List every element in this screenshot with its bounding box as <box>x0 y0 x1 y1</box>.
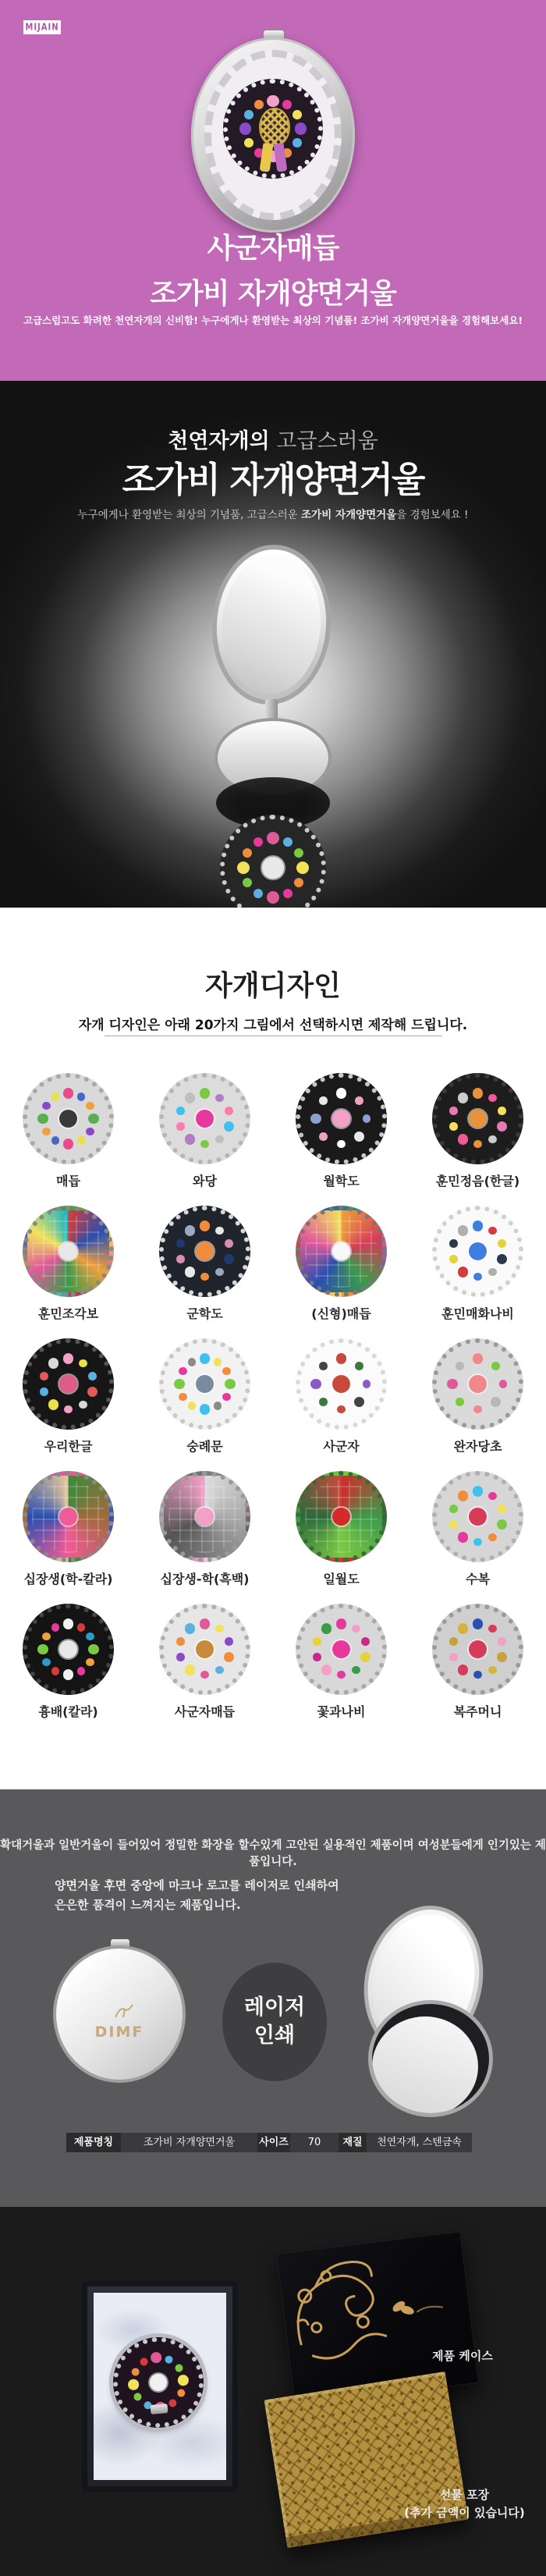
design-grid <box>0 1073 546 1719</box>
design-section-title: 자개디자인 <box>205 970 341 1002</box>
wrap-caption: 선물 포장 (추가 금액이 있습니다) <box>404 2488 525 2520</box>
design-label: 우리한글 <box>44 1439 93 1454</box>
black-hero-section <box>0 381 546 908</box>
product-title-line2: 조가비 자개양면거울 <box>150 278 396 310</box>
design-label: 매듭 <box>56 1174 80 1189</box>
hero-title: 조가비 자개양면거울 <box>122 459 424 500</box>
design-label: 훈민매화나비 <box>441 1306 514 1321</box>
design-option <box>273 1604 410 1719</box>
spec-label-name: 제품명칭 <box>66 2133 121 2152</box>
brand-logo <box>23 20 61 34</box>
packaging-section <box>0 2207 546 2576</box>
design-thumbnail <box>432 1338 523 1430</box>
design-option <box>136 1604 273 1719</box>
design-thumbnail <box>23 1604 114 1695</box>
spec-value-material: 천연자개, 스텐금속 <box>367 2133 472 2152</box>
design-thumbnail <box>159 1073 250 1164</box>
hero-eyebrow-light: 고급스러움 <box>269 429 378 453</box>
design-label: 훈민조각보 <box>37 1306 99 1321</box>
gold-scroll-ornament <box>276 2231 479 2406</box>
design-label: 흉배(칼라) <box>38 1704 98 1719</box>
design-thumbnail <box>23 1471 114 1562</box>
design-option <box>410 1073 546 1189</box>
design-label: 훈민정음(한글) <box>435 1174 520 1189</box>
design-option <box>273 1471 410 1586</box>
design-option <box>410 1338 546 1454</box>
spec-value-size: 70 <box>290 2133 339 2152</box>
purple-hero-section <box>0 0 546 381</box>
hero-eyebrow <box>0 424 546 454</box>
design-label: 와당 <box>193 1174 217 1189</box>
design-label: 군학도 <box>186 1306 223 1321</box>
design-label: 십장생-학(흑백) <box>160 1572 250 1586</box>
design-section-subtitle: 자개 디자인은 아래 20가지 그림에서 선택하시면 제작해 드립니다. <box>78 1018 468 1033</box>
design-thumbnail <box>296 1073 387 1164</box>
design-label: (신형)매듭 <box>311 1306 371 1321</box>
open-mirror-lid <box>207 541 336 709</box>
laser-text-line2: 은은한 품격이 느껴지는 제품입니다. <box>55 1898 241 1912</box>
case-caption: 제품 케이스 <box>432 2349 493 2363</box>
product-mirror-image <box>191 30 355 234</box>
laser-print-badge: 레이저 인쇄 <box>222 1963 327 2081</box>
engraving-logo: DIMF <box>94 2023 144 2041</box>
design-option <box>273 1338 410 1454</box>
design-thumbnail <box>23 1073 114 1164</box>
hero-eyebrow-strong: 천연자개의 <box>168 429 270 453</box>
design-option <box>0 1471 136 1586</box>
pearl-compact-front <box>220 815 326 908</box>
design-option <box>0 1338 136 1454</box>
design-thumbnail <box>23 1206 114 1297</box>
design-option <box>273 1206 410 1321</box>
design-thumbnail <box>296 1604 387 1695</box>
design-label: 일월도 <box>323 1572 360 1586</box>
design-thumbnail <box>159 1604 250 1695</box>
design-label: 숭례문 <box>186 1439 223 1454</box>
design-thumbnail <box>432 1073 523 1164</box>
spec-value-name: 조가비 자개양면거울 <box>121 2133 257 2152</box>
design-option <box>410 1604 546 1719</box>
engraved-compact-back <box>53 1945 186 2083</box>
gift-box-open <box>82 2281 238 2492</box>
design-thumbnail <box>296 1338 387 1430</box>
design-thumbnail <box>296 1471 387 1562</box>
laser-text-line1: 양면거울 후면 중앙에 마크나 로고를 레이저로 인쇄하여 <box>55 1878 339 1892</box>
design-thumbnail <box>432 1471 523 1562</box>
design-option <box>136 1073 273 1189</box>
design-thumbnail <box>296 1206 387 1297</box>
spec-label-material: 재질 <box>339 2133 367 2152</box>
design-thumbnail <box>432 1206 523 1297</box>
butterfly-icon <box>390 2297 416 2318</box>
design-label: 사군자 <box>323 1439 360 1454</box>
design-option <box>0 1206 136 1321</box>
feature-text: 확대거울과 일반거울이 들어있어 정밀한 화장을 할수있게 고안된 실용적인 제품이며 여성분들에게 인기있는 제품입니다. <box>0 1839 546 1868</box>
crane-engraving-icon <box>112 2002 136 2022</box>
design-option <box>273 1073 410 1189</box>
design-label: 월학도 <box>323 1174 360 1189</box>
laser-print-section <box>0 1789 546 2207</box>
design-option <box>410 1206 546 1321</box>
design-selection-section <box>0 908 546 1789</box>
brand-logo-text: MIJAIN <box>25 22 59 33</box>
product-title-line1: 사군자매듭 <box>207 233 339 265</box>
hero-subtitle: 누구에게나 환영받는 최상의 기념품, 고급스러운 조가비 자개양면거울을 경험보세요 ! <box>77 509 469 521</box>
product-subtitle: 고급스럽고도 화려한 천연자개의 신비함! 누구에게나 환영받는 최상의 기념품! 조가비 자개양면거울을 경험해보세요! <box>23 314 523 326</box>
design-thumbnail <box>159 1206 250 1297</box>
knot-ornament <box>259 108 290 147</box>
design-label: 꽃과나비 <box>317 1704 366 1719</box>
open-mirror-base <box>368 2000 493 2117</box>
design-label: 완자당초 <box>453 1439 502 1454</box>
design-thumbnail <box>159 1338 250 1430</box>
design-label: 사군자매듭 <box>174 1704 236 1719</box>
product-spec-bar <box>66 2133 472 2152</box>
design-option <box>136 1206 273 1321</box>
spec-label-size: 사이즈 <box>257 2133 290 2152</box>
design-option <box>136 1338 273 1454</box>
design-option <box>410 1471 546 1586</box>
design-option <box>0 1604 136 1719</box>
design-option <box>136 1471 273 1586</box>
design-thumbnail <box>159 1471 250 1562</box>
design-label: 십장생(학-칼라) <box>23 1572 113 1586</box>
design-thumbnail <box>432 1604 523 1695</box>
design-thumbnail <box>23 1338 114 1430</box>
design-label: 복주머니 <box>453 1704 502 1719</box>
design-label: 수복 <box>466 1572 490 1586</box>
mirror-clasp <box>151 2404 168 2414</box>
design-option <box>0 1073 136 1189</box>
product-case-lid <box>276 2231 479 2406</box>
